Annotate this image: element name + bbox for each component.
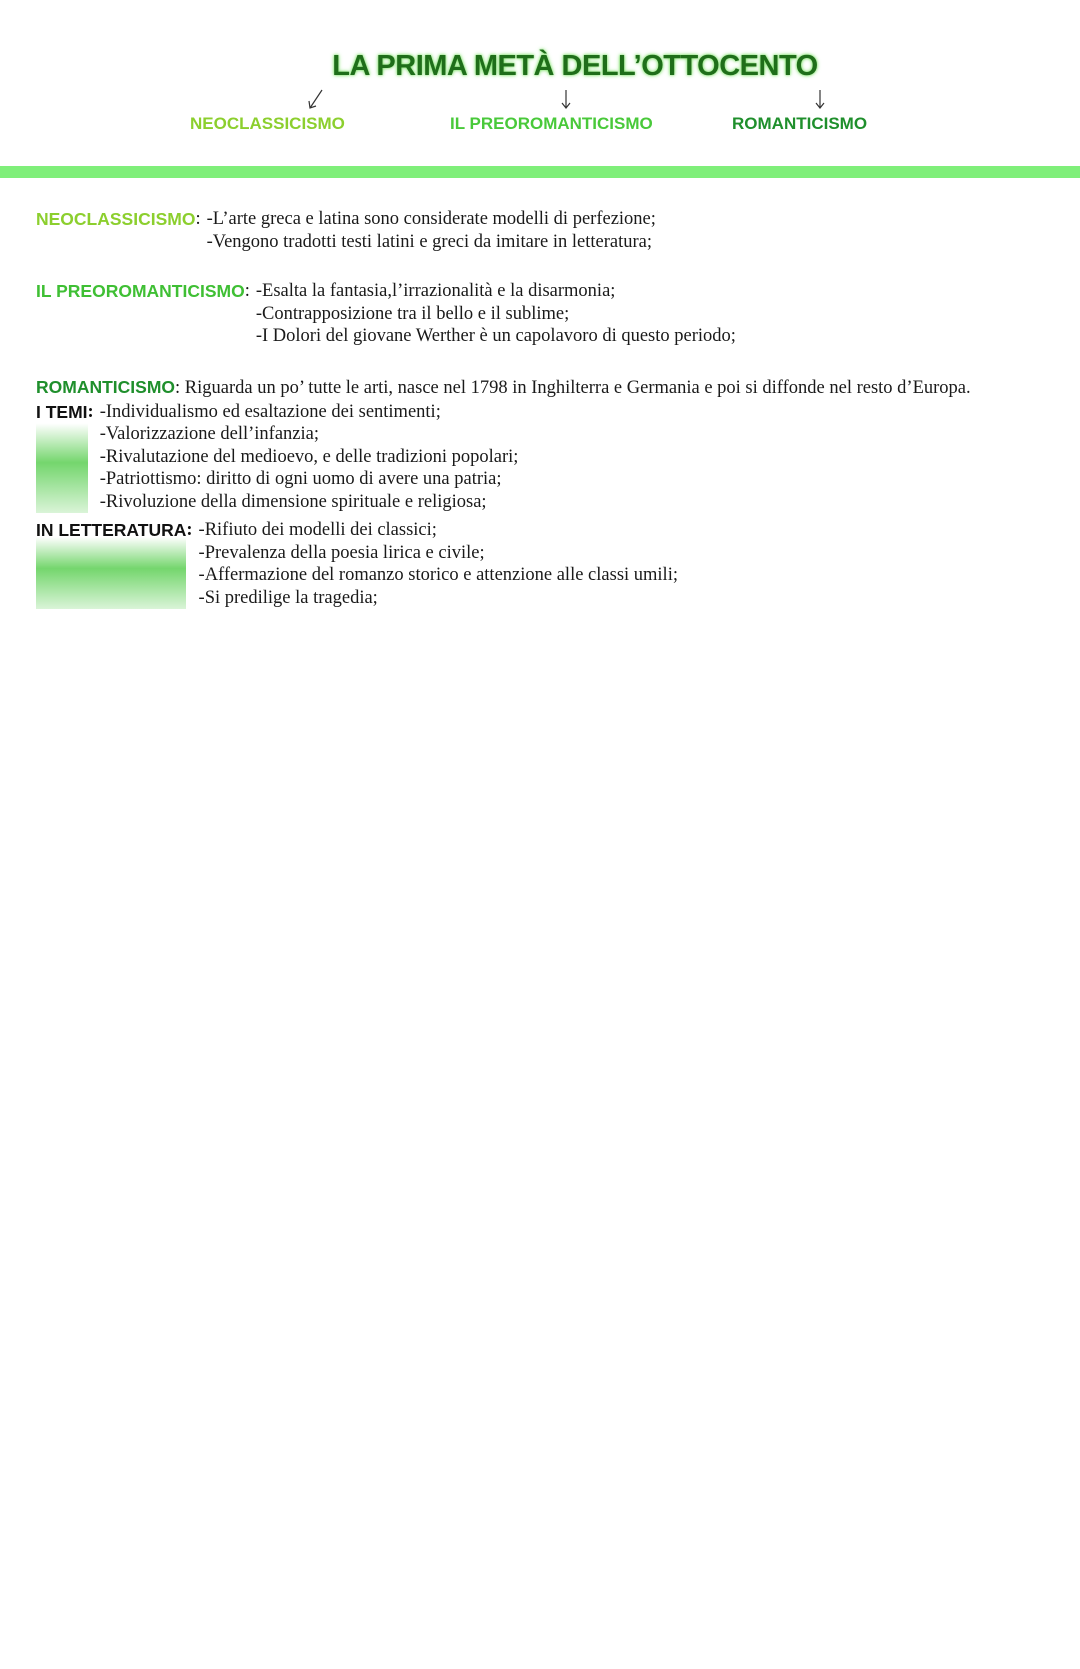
list-item: -Rifiuto dei modelli dei classici;	[198, 520, 437, 540]
list-item: -Si predilige la tragedia;	[198, 587, 378, 608]
preromanticismo-colon: :	[244, 281, 250, 301]
arrow-left-head	[309, 101, 316, 108]
temi-colon: :	[87, 401, 94, 422]
letteratura-colon: :	[186, 520, 193, 540]
list-item: -Rivalutazione del medioevo, e delle tradizioni popolari;	[99, 446, 519, 467]
preromanticismo-list	[256, 280, 736, 348]
list-item: -Valorizzazione dell’infanzia;	[99, 424, 320, 444]
list-item: -Vengono tradotti testi latini e greci da imitare in letteratura;	[206, 231, 652, 252]
section-romanticismo	[36, 376, 971, 609]
temi-list	[100, 401, 519, 514]
temi-label: I TEMI	[36, 401, 88, 514]
arrow-right-head	[816, 103, 824, 108]
neoclassicismo-label: NEOCLASSICISMO	[36, 209, 196, 229]
arrow-center-head	[562, 103, 570, 108]
list-item: -Affermazione del romanzo storico e attenzione alle classi umili;	[198, 565, 678, 585]
romanticismo-intro	[36, 376, 971, 400]
neoclassicismo-list	[207, 208, 656, 253]
letteratura-list	[199, 519, 678, 609]
branch-preromanticismo: IL PREOROMANTICISMO	[450, 114, 653, 133]
page-title: LA PRIMA METÀ DELL’OTTOCENTO	[332, 50, 818, 82]
letteratura-label: IN LETTERATURA	[36, 519, 186, 609]
branch-neoclassicismo: NEOCLASSICISMO	[190, 114, 345, 133]
list-item: -Prevalenza della poesia lirica e civile;	[198, 542, 485, 563]
romanticismo-colon: :	[175, 378, 181, 398]
divider	[0, 166, 1080, 178]
list-item: -Individualismo ed esaltazione dei sentimenti;	[99, 401, 441, 422]
temi-block	[36, 401, 971, 514]
romanticismo-label: ROMANTICISMO	[36, 377, 176, 397]
list-item: -I Dolori del giovane Werther è un capolavoro di questo periodo;	[255, 326, 736, 346]
list-item: -Contrapposizione tra il bello e il sublime;	[255, 303, 570, 324]
section-neoclassicismo	[36, 208, 656, 253]
romanticismo-text: Riguarda un po’ tutte le arti, nasce nel 1798 in Inghilterra e Germania e poi si diffonde nel resto d’Europa.	[180, 378, 971, 398]
arrow-left	[310, 90, 322, 108]
list-item: -Rivoluzione della dimensione spirituale e religiosa;	[99, 491, 487, 512]
letteratura-block	[36, 519, 971, 609]
section-preromanticismo	[36, 280, 736, 348]
list-item: -Esalta la fantasia,l’irrazionalità e la disarmonia;	[255, 281, 616, 301]
preromanticismo-label: IL PREOROMANTICISMO	[36, 281, 245, 301]
branch-romanticismo: ROMANTICISMO	[732, 114, 868, 133]
neoclassicismo-colon: :	[195, 209, 201, 229]
list-item: -L’arte greca e latina sono considerate modelli di perfezione;	[206, 209, 656, 229]
list-item: -Patriottismo: diritto di ogni uomo di avere una patria;	[99, 469, 502, 489]
